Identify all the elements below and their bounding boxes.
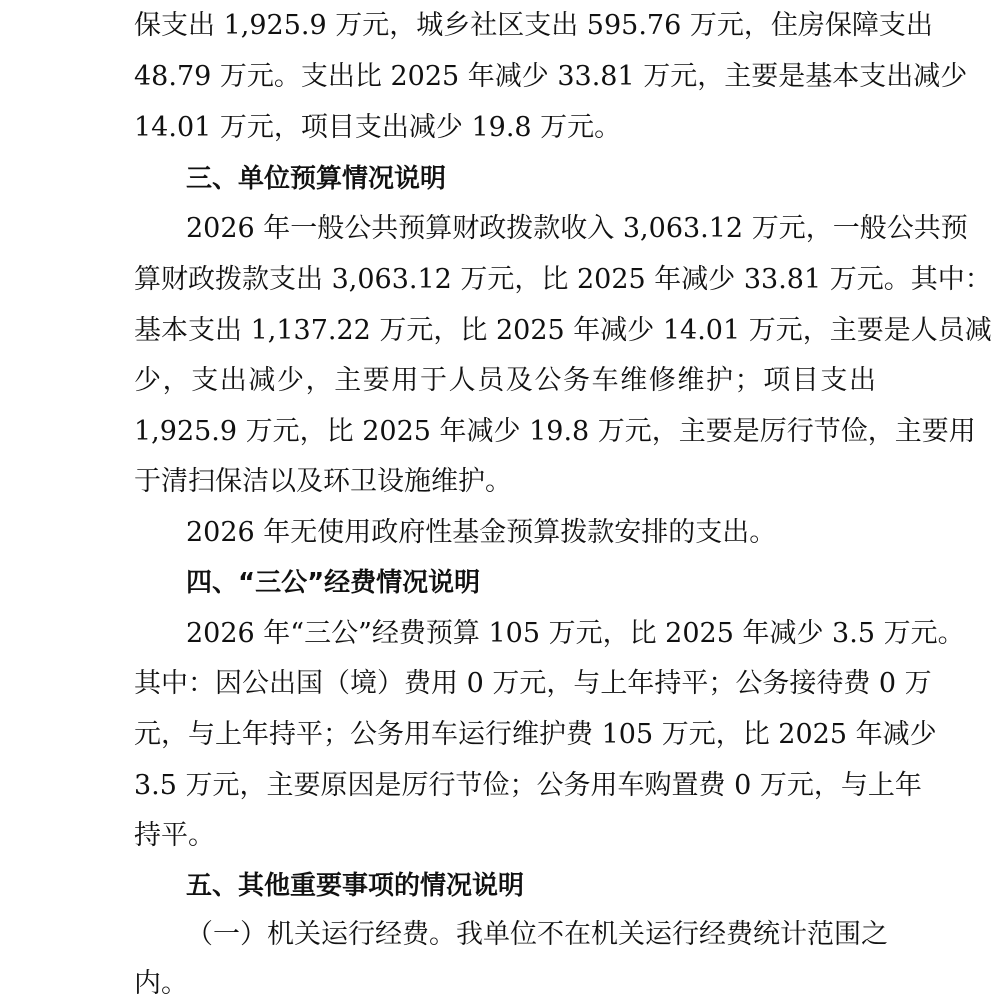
paragraph-line: 算财政拨款支出 3,063.12 万元，比 2025 年减少 33.81 万元。其中： bbox=[134, 264, 992, 295]
paragraph-line: 2026 年一般公共预算财政拨款收入 3,063.12 万元，一般公共预 bbox=[186, 213, 968, 244]
paragraph-line: 其中：因公出国（境）费用 0 万元，与上年持平；公务接待费 0 万 bbox=[134, 668, 932, 699]
paragraph-line: （一）机关运行经费。我单位不在机关运行经费统计范围之 bbox=[186, 919, 888, 950]
paragraph-line: 1,925.9 万元，比 2025 年减少 19.8 万元，主要是厉行节俭，主要用 bbox=[134, 416, 976, 447]
paragraph-line: 2026 年无使用政府性基金预算拨款安排的支出。 bbox=[186, 517, 777, 548]
paragraph-line: 保支出 1,925.9 万元，城乡社区支出 595.76 万元，住房保障支出 bbox=[134, 10, 933, 41]
paragraph-line: 于清扫保洁以及环卫设施维护。 bbox=[134, 466, 512, 497]
section-heading-unit-budget: 三、单位预算情况说明 bbox=[186, 164, 447, 194]
paragraph-line: 持平。 bbox=[134, 820, 215, 851]
paragraph-line: 少，支出减少，主要用于人员及公务车维修维护；项目支出 bbox=[134, 365, 876, 396]
paragraph-line: 3.5 万元，主要原因是厉行节俭；公务用车购置费 0 万元，与上年 bbox=[134, 770, 922, 801]
section-heading-other-matters: 五、其他重要事项的情况说明 bbox=[186, 871, 525, 901]
paragraph-line: 基本支出 1,137.22 万元，比 2025 年减少 14.01 万元，主要是人员减 bbox=[134, 315, 992, 346]
paragraph-line: 元，与上年持平；公务用车运行维护费 105 万元，比 2025 年减少 bbox=[134, 719, 937, 750]
paragraph-line: 2026 年“三公”经费预算 105 万元，比 2025 年减少 3.5 万元。 bbox=[186, 618, 965, 649]
paragraph-line: 48.79 万元。支出比 2025 年减少 33.81 万元，主要是基本支出减少 bbox=[134, 61, 968, 92]
paragraph-line: 内。 bbox=[134, 968, 188, 999]
section-heading-three-public-expenses: 四、“三公”经费情况说明 bbox=[186, 568, 481, 598]
paragraph-line: 14.01 万元，项目支出减少 19.8 万元。 bbox=[134, 112, 622, 143]
